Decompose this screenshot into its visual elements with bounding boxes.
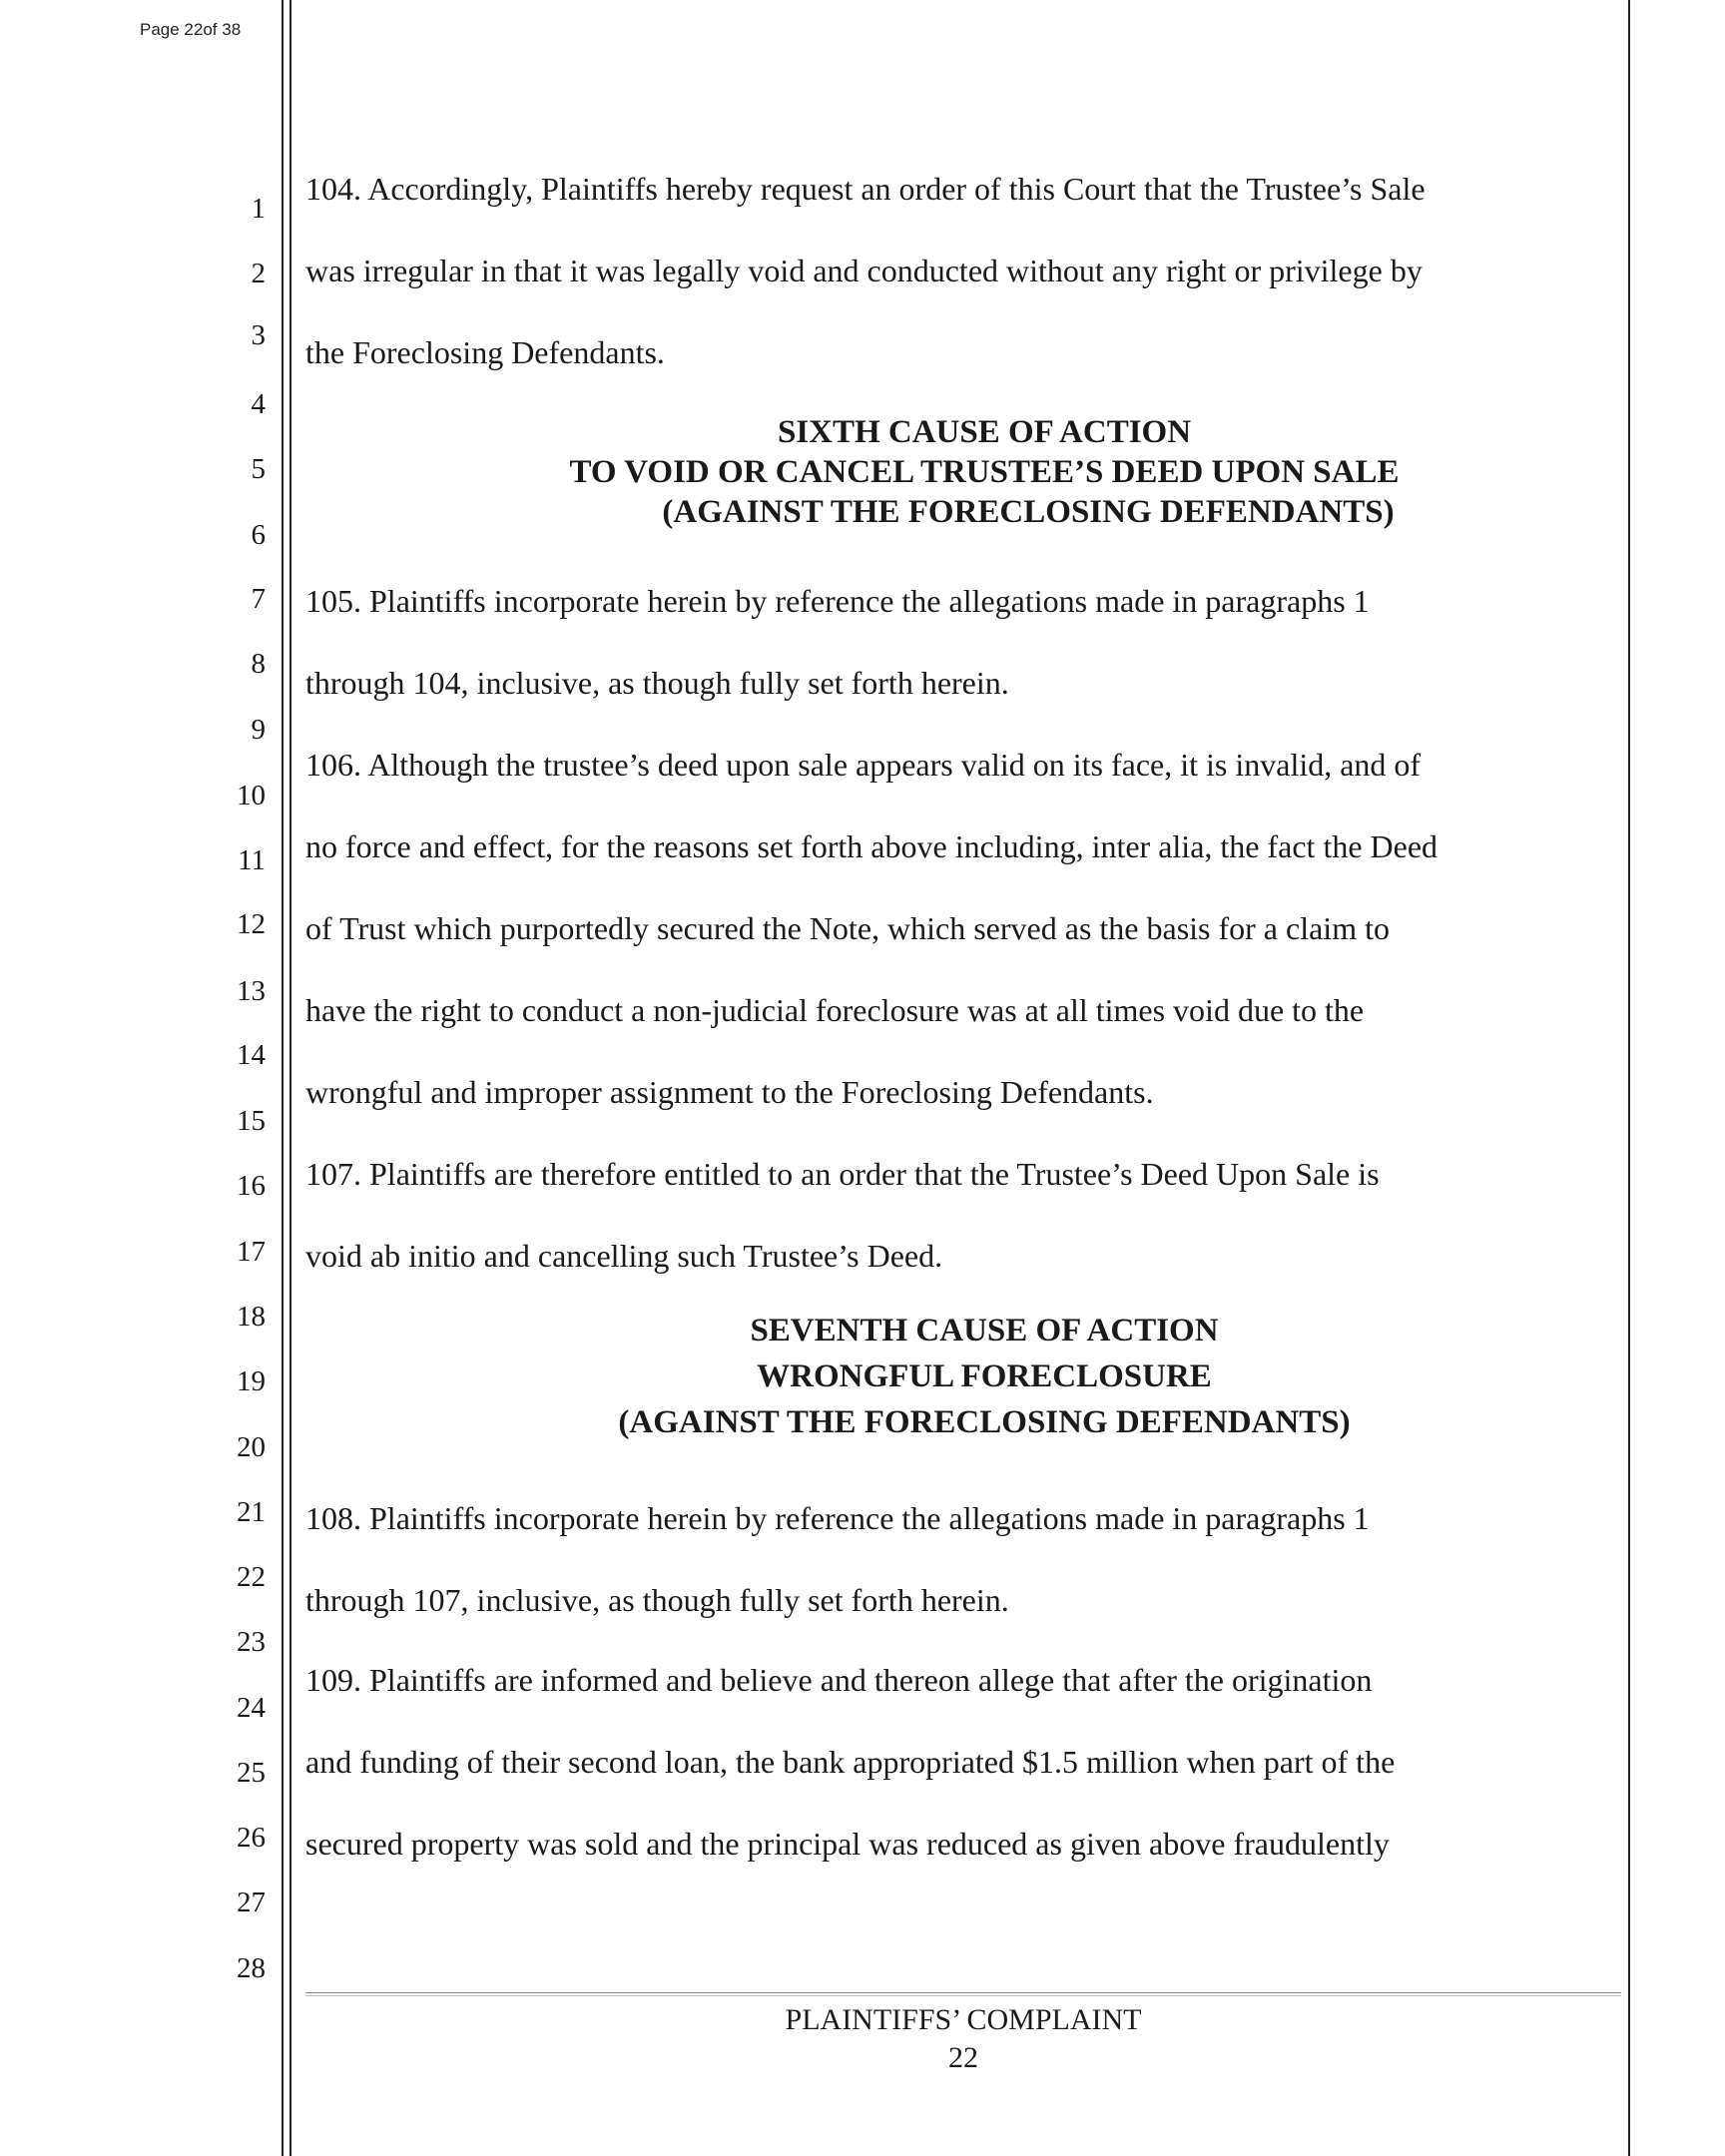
line-number: 8 xyxy=(251,648,266,680)
text-line: wrongful and improper assignment to the Foreclosing Defendants. xyxy=(305,1074,1154,1110)
text-line: 107. Plaintiffs are therefore entitled to an order that the Trustee’s Deed Upon Sale is xyxy=(305,1156,1380,1192)
text-line: void ab initio and cancelling such Trustee’s Deed. xyxy=(305,1238,943,1274)
text-line: 108. Plaintiffs incorporate herein by reference the allegations made in paragraphs 1 xyxy=(305,1500,1370,1536)
line-number: 26 xyxy=(237,1822,266,1854)
text-line: 104. Accordingly, Plaintiffs hereby request an order of this Court that the Trustee’s Sale xyxy=(305,171,1426,207)
paragraph-109 xyxy=(305,1639,1623,1885)
heading-line: (AGAINST THE FORECLOSING DEFENDANTS) xyxy=(618,1404,1351,1440)
left-margin-rule xyxy=(282,0,284,2156)
line-number: 14 xyxy=(237,1039,266,1071)
line-number: 12 xyxy=(237,908,266,940)
left-margin-rule-inner xyxy=(289,0,291,2156)
line-number: 22 xyxy=(237,1561,266,1593)
line-number: 11 xyxy=(238,844,266,876)
paragraph-105 xyxy=(305,560,1623,724)
footer xyxy=(305,2001,1621,2077)
line-number: 7 xyxy=(251,583,266,615)
right-margin-rule xyxy=(1628,0,1630,2156)
line-number: 18 xyxy=(237,1301,266,1333)
line-number: 5 xyxy=(251,453,266,485)
text-line: through 107, inclusive, as though fully set forth herein. xyxy=(305,1582,1009,1618)
text-line: was irregular in that it was legally void and conducted without any right or privilege by xyxy=(305,253,1423,288)
line-number: 9 xyxy=(251,714,266,746)
text-line: no force and effect, for the reasons set forth above including, inter alia, the fact the Deed xyxy=(305,828,1438,864)
line-number: 25 xyxy=(237,1757,266,1789)
footer-page-number: 22 xyxy=(948,2041,978,2074)
line-number: 2 xyxy=(251,258,266,289)
line-number: 15 xyxy=(237,1105,266,1137)
text-line: secured property was sold and the principal was reduced as given above fraudulently xyxy=(305,1826,1390,1862)
text-line: and funding of their second loan, the bank appropriated $1.5 million when part of the xyxy=(305,1744,1396,1780)
line-number: 19 xyxy=(237,1365,266,1397)
heading-seventh-cause xyxy=(305,1308,1623,1445)
heading-line: SEVENTH CAUSE OF ACTION xyxy=(750,1313,1219,1348)
line-number: 4 xyxy=(251,388,266,420)
line-number: 20 xyxy=(237,1431,266,1463)
text-line: 106. Although the trustee’s deed upon sale appears valid on its face, it is invalid, and of xyxy=(305,747,1422,783)
text-line: through 104, inclusive, as though fully set forth herein. xyxy=(305,665,1009,701)
heading-line: WRONGFUL FORECLOSURE xyxy=(757,1358,1212,1394)
page-label: Page 22of 38 xyxy=(140,20,242,39)
text-line: of Trust which purportedly secured the Note, which served as the basis for a claim to xyxy=(305,910,1390,946)
line-number: 16 xyxy=(237,1170,266,1202)
line-number: 10 xyxy=(237,780,266,811)
text-line: 105. Plaintiffs incorporate herein by reference the allegations made in paragraphs 1 xyxy=(305,583,1370,619)
text-line: the Foreclosing Defendants. xyxy=(305,334,665,370)
heading-line: TO VOID OR CANCEL TRUSTEE’S DEED UPON SALE xyxy=(569,454,1400,490)
line-number: 3 xyxy=(251,319,266,351)
paragraph-104 xyxy=(305,148,1623,393)
paragraph-107 xyxy=(305,1133,1623,1297)
line-number: 17 xyxy=(237,1236,266,1268)
heading-line: SIXTH CAUSE OF ACTION xyxy=(777,414,1192,450)
line-number: 21 xyxy=(237,1496,266,1528)
text-line: 109. Plaintiffs are informed and believe and thereon allege that after the origination xyxy=(305,1662,1373,1698)
paragraph-108 xyxy=(305,1477,1623,1641)
paragraph-106 xyxy=(305,724,1623,1133)
line-number: 23 xyxy=(237,1626,266,1658)
line-number: 28 xyxy=(237,1952,266,1984)
line-number: 27 xyxy=(237,1886,266,1918)
line-number: 6 xyxy=(251,519,266,551)
line-number: 13 xyxy=(237,975,266,1007)
footer-rule xyxy=(305,1992,1621,1996)
line-number: 1 xyxy=(251,193,266,225)
heading-sixth-cause xyxy=(305,409,1623,535)
line-number: 24 xyxy=(237,1692,266,1724)
footer-title: PLAINTIFFS’ COMPLAINT xyxy=(785,2003,1142,2036)
text-line: have the right to conduct a non-judicial foreclosure was at all times void due to the xyxy=(305,992,1365,1028)
heading-line: (AGAINST THE FORECLOSING DEFENDANTS) xyxy=(662,494,1395,530)
